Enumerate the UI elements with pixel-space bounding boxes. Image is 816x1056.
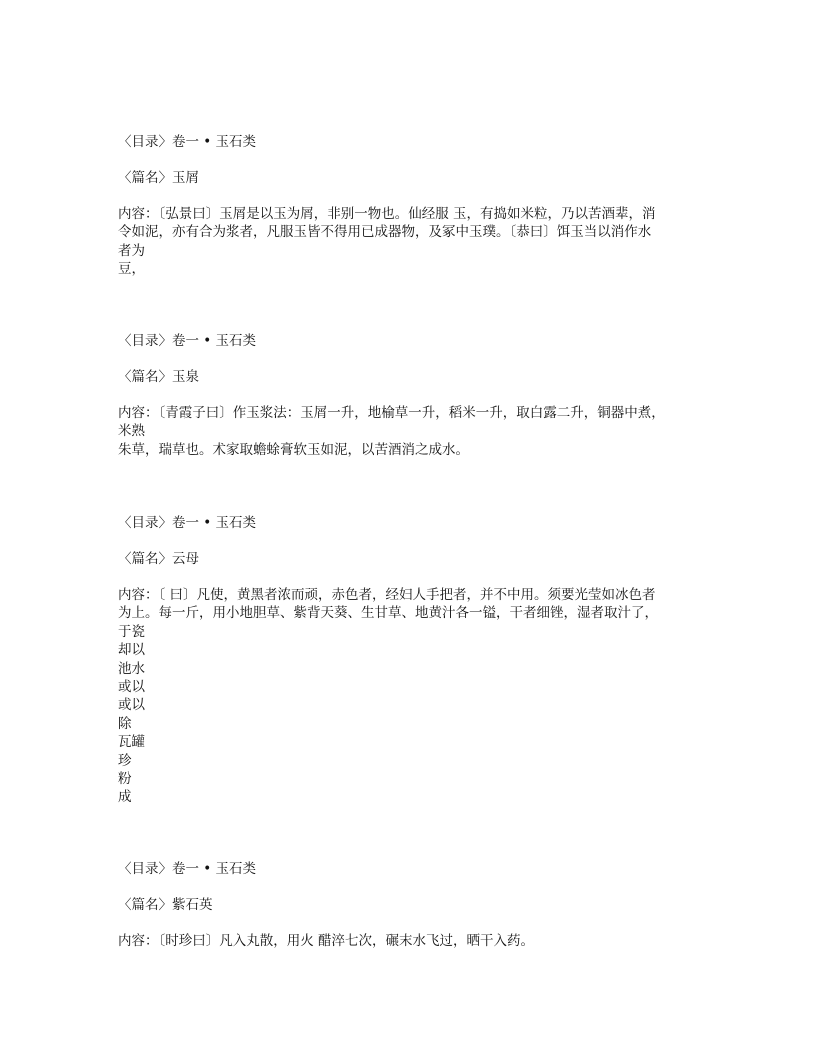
title-line: 〈篇名〉玉屑 [118,170,199,186]
entry-yuxie [118,133,698,279]
content-line: 瓦罐 [118,734,145,751]
content-line: 粉 [118,771,132,788]
content-line: 内容：〔时珍曰〕凡入丸散，用火 醋淬七次，碾末水飞过，晒干入药。 [118,933,535,949]
title-line: 〈篇名〉云母 [118,551,199,567]
content-line: 或以 [118,697,145,714]
content-line: 内容：〔弘景曰〕玉屑是以玉为屑，非别一物也。仙经服 玉，有捣如米粒，乃以苦酒辈，消 [118,206,656,222]
entry-yunmu [118,514,698,807]
catalog-line: 〈目录〉卷一 • 玉石类 [118,134,257,150]
content-line: 除 [118,715,132,732]
content-line: 池水 [118,660,145,677]
entry-zishiying [118,860,698,950]
content-line: 者为 [118,242,145,259]
content-line: 豆， [118,261,145,278]
entry-yuquan [118,332,698,459]
title-line: 〈篇名〉紫石英 [118,897,213,913]
catalog-line: 〈目录〉卷一 • 玉石类 [118,861,257,877]
content-line: 于瓷 [118,623,145,640]
content-line: 或以 [118,679,145,696]
content-line: 内容：〔 曰〕凡使，黄黑者浓而顽，赤色者，经妇人手把者，并不中用。须要光莹如冰色者 [118,587,656,603]
title-line: 〈篇名〉玉泉 [118,369,199,385]
catalog-line: 〈目录〉卷一 • 玉石类 [118,333,257,349]
content-line: 令如泥，亦有合为浆者，凡服玉皆不得用已成器物，及冢中玉璞。〔恭曰〕饵玉当以消作水 [118,224,652,241]
catalog-line: 〈目录〉卷一 • 玉石类 [118,515,257,531]
content-line: 朱草，瑞草也。术家取蟾蜍膏软玉如泥，以苦酒消之成水。 [118,441,469,458]
content-line: 成 [118,789,132,806]
content-line: 为上。每一斤，用小地胆草、紫背天葵、生甘草、地黄汁各一镒，干者细锉，湿者取汁了， [118,605,658,622]
content-line: 内容：〔青霞子曰〕作玉浆法：玉屑一升，地榆草一升，稻米一升，取白露二升，铜器中煮， [118,405,665,421]
content-line: 米熟 [118,423,145,440]
content-line: 珍 [118,752,132,769]
content-line: 却以 [118,642,145,659]
